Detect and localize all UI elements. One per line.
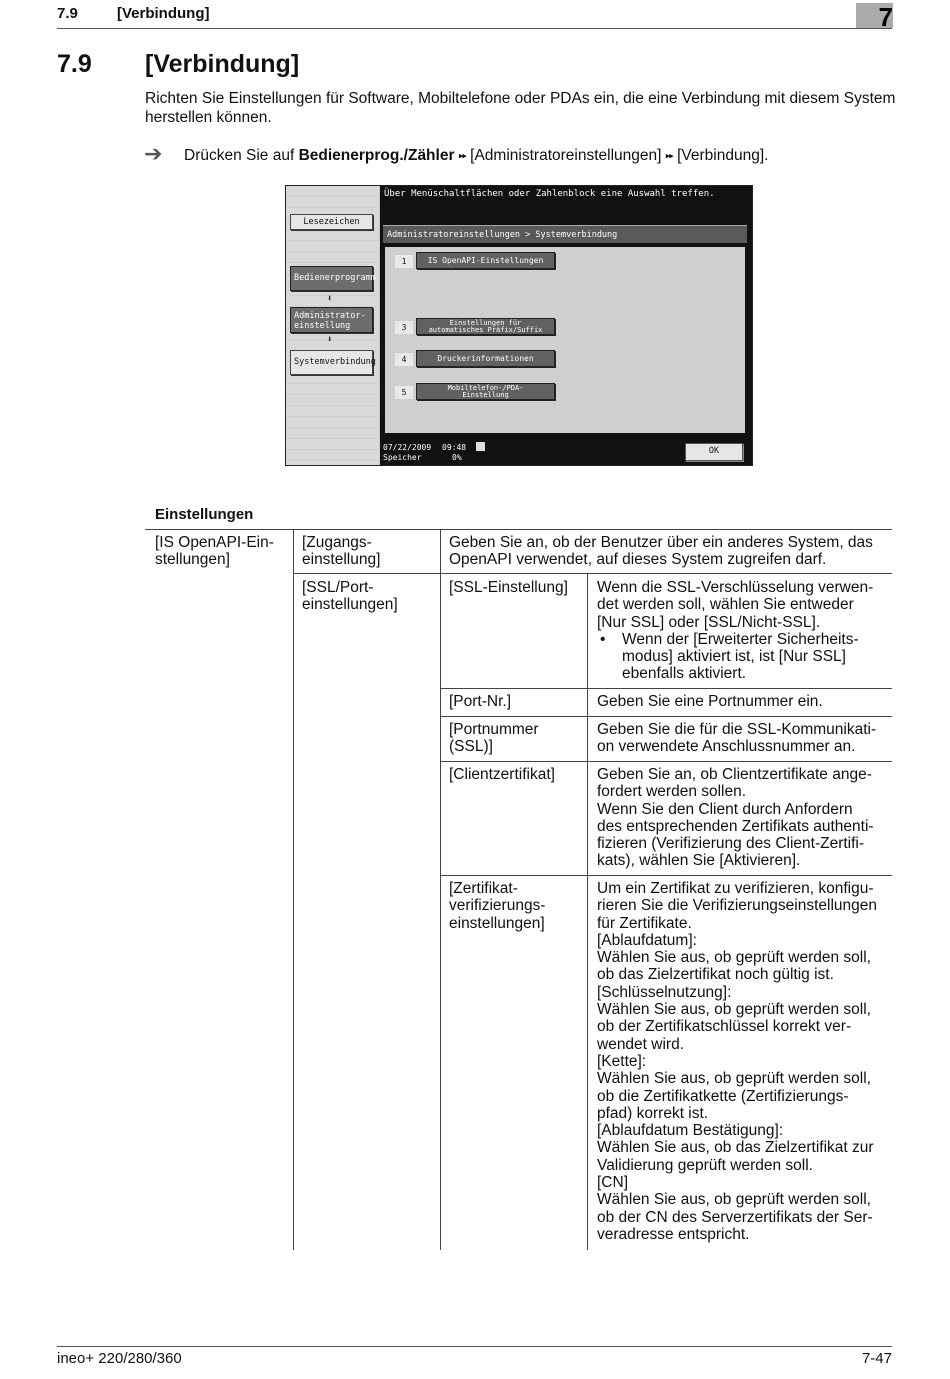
footer-model: ineo+ 220/280/360 xyxy=(57,1350,182,1367)
menu-auto-prefix-suffix[interactable]: Einstellungen für automatisches Präfix/Suffix xyxy=(416,318,555,335)
table-column-rule xyxy=(440,529,441,1250)
nav-system-connection[interactable]: Systemverbindung xyxy=(290,350,373,375)
menu-number: 3 xyxy=(395,321,413,334)
screen-date: 07/22/2009 xyxy=(383,443,432,452)
chapter-number: 7 xyxy=(878,2,893,32)
footer-page-number: 7-47 xyxy=(861,1350,892,1367)
screen-menu-panel xyxy=(385,247,745,433)
setting-subname: [Zugangs- einstellung] xyxy=(302,534,381,569)
fast-forward-icon: ▸▸ xyxy=(665,150,673,161)
footer-rule xyxy=(57,1346,892,1347)
running-section-title: [Verbindung] xyxy=(117,5,210,22)
intro-paragraph: Richten Sie Einstellungen für Software, Mobiltelefone oder PDAs ein, die eine Verbindung mit diesem System herstellen können. xyxy=(145,90,896,126)
setting-subname: [SSL/Port- einstellungen] xyxy=(302,579,398,614)
setting-option: [SSL-Einstellung] xyxy=(449,579,568,596)
screen-status-bar xyxy=(380,440,753,465)
control-panel-screenshot xyxy=(285,185,753,466)
menu-number: 4 xyxy=(395,353,413,366)
arrow-down-icon: ⬇ xyxy=(327,294,333,304)
section-number: 7.9 xyxy=(57,50,92,78)
screen-time: 09:48 xyxy=(442,443,467,452)
setting-option-description: Geben Sie eine Portnummer ein. xyxy=(597,693,823,710)
bullet-item: • Wenn der [Erweiterter Sicherheits- modus] aktiviert ist, ist [Nur SSL] ebenfalls aktiviert. xyxy=(597,631,889,683)
instruction-middle: [Administratoreinstellungen] xyxy=(465,147,666,164)
instruction-key: Bedienerprog./Zähler xyxy=(298,147,455,164)
screen-message-bar xyxy=(380,186,753,222)
setting-option: [Port-Nr.] xyxy=(449,693,512,710)
nav-admin-settings[interactable]: Administrator- einstellung xyxy=(290,307,373,333)
setting-description: Geben Sie an, ob der Benutzer über ein anderes System, das OpenAPI verwendet, auf dieses System zugreifen darf. xyxy=(449,534,873,569)
setting-option-description: Geben Sie an, ob Clientzertifikate ange- fordert werden sollen. Wenn Sie den Client durch Anfordern des entsprechenden Zertifikats authenti- fizieren (Verifizierung des Client-Zertifi- kats), wählen Sie [Aktivieren]. xyxy=(597,766,874,870)
table-rule xyxy=(293,573,892,574)
fast-forward-icon: ▸▸ xyxy=(458,150,466,161)
menu-number: 5 xyxy=(395,386,413,399)
table-rule xyxy=(440,688,892,689)
setting-option: [Clientzertifikat] xyxy=(449,766,555,783)
option-text: Wenn die SSL-Verschlüsselung verwen- det werden soll, wählen Sie entweder [Nur SSL] oder [SSL/Nicht-SSL]. xyxy=(597,579,874,631)
ok-button[interactable]: OK xyxy=(685,443,743,461)
setting-option: [Zertifikat- verifizierungs- einstellungen] xyxy=(449,880,546,932)
table-column-rule xyxy=(293,529,294,1250)
running-section-number: 7.9 xyxy=(57,5,78,22)
setting-option-description: Geben Sie die für die SSL-Kommunikati- on verwendete Anschlussnummer an. xyxy=(597,721,877,756)
menu-is-openapi[interactable]: IS OpenAPI-Einstellungen xyxy=(416,252,555,269)
setting-name: [IS OpenAPI-Ein- stellungen] xyxy=(155,534,274,569)
screen-main xyxy=(380,222,753,440)
table-rule xyxy=(440,761,892,762)
setting-option-description xyxy=(597,579,889,683)
table-heading: Einstellungen xyxy=(155,506,254,523)
status-icon xyxy=(476,442,485,451)
setting-option: [Portnummer (SSL)] xyxy=(449,721,539,756)
instruction-prefix: Drücken Sie auf xyxy=(184,147,299,164)
step-arrow-icon: ➔ xyxy=(144,141,163,166)
arrow-down-icon: ⬇ xyxy=(327,335,333,345)
header-rule xyxy=(57,28,892,29)
screen-breadcrumb: Administratoreinstellungen > Systemverbindung xyxy=(383,225,747,243)
screen-memory-value: 0% xyxy=(452,453,462,462)
table-rule xyxy=(440,716,892,717)
instruction-step xyxy=(184,146,884,165)
menu-printer-info[interactable]: Druckerinformationen xyxy=(416,350,555,367)
setting-option-description: Um ein Zertifikat zu verifizieren, konfigu- rieren Sie die Verifizierungseinstellungen für Zertifikate. [Ablaufdatum]: Wählen Sie aus, ob geprüft werden soll, ob das Zielzertifikat noch gültig ist. [Schlüsselnutzung]: Wählen Sie aus, ob geprüft werden soll, ob der Zertifikatschlüssel korrekt ver- wendet wird. [Kette]: Wählen Sie aus, ob geprüft werden soll, ob die Zertifikatkette (Zertifizierungs- pfad) korrekt ist. [Ablaufdatum Bestätigung]: Wählen Sie aus, ob das Zielzertifikat zur Validierung geprüft werden soll. [CN] Wählen Sie aus, ob geprüft werden soll, ob der CN des Serverzertifikats der Ser- veradresse entspricht. xyxy=(597,880,878,1243)
screen-memory-label: Speicher xyxy=(383,453,422,462)
nav-operator-program[interactable]: Bedienerprogramm xyxy=(290,266,373,291)
table-column-rule xyxy=(587,573,588,1250)
menu-number: 1 xyxy=(395,255,413,268)
menu-mobile-pda[interactable]: Mobiltelefon-/PDA- Einstellung xyxy=(416,383,555,400)
bookmark-button[interactable]: Lesezeichen xyxy=(290,214,373,230)
instruction-suffix: [Verbindung]. xyxy=(672,147,769,164)
page-title: [Verbindung] xyxy=(145,50,300,78)
table-rule xyxy=(440,875,892,876)
screen-message: Über Menüschaltflächen oder Zahlenblock eine Auswahl treffen. xyxy=(384,189,715,199)
table-top-rule xyxy=(145,529,892,530)
